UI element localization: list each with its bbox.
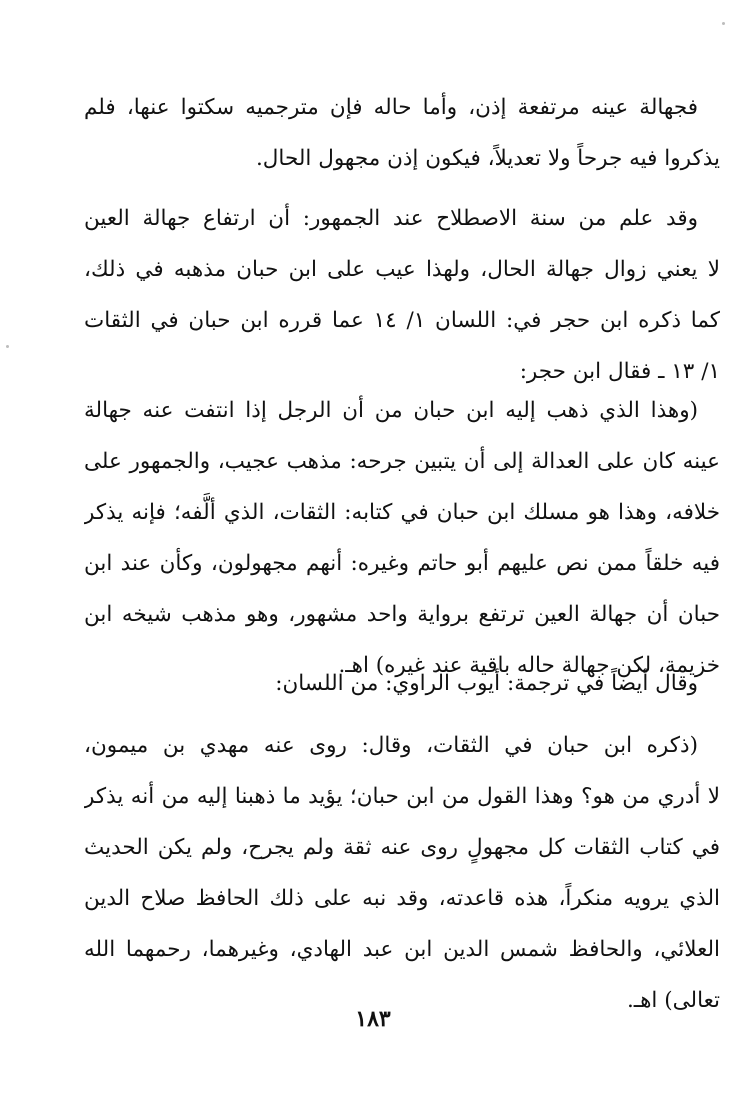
text-line: يذكروا فيه جرحاً ولا تعديلاً، فيكون إذن مجهول الحال. (255, 146, 720, 171)
text-line: فيه خلقاً ممن نص عليهم أبو حاتم وغيره: أنهم مجهولون، وكأن عند ابن (84, 551, 720, 576)
text-line: فجهالة عينه مرتفعة إذن، وأما حاله فإن مترجميه سكتوا عنها، فلم (84, 95, 698, 120)
text-line: حبان أن جهالة العين ترتفع برواية واحد مشهور، وهو مذهب شيخه ابن (84, 602, 720, 627)
text-line: (ذكره ابن حبان في الثقات، وقال: روى عنه مهدي بن ميمون، (84, 733, 698, 758)
text-line: تعالى) اهـ. (626, 988, 720, 1013)
text-line: كما ذكره ابن حجر في: اللسان ١/ ١٤ عما قرره ابن حبان في الثقات (84, 308, 720, 333)
paragraph-2 (84, 193, 720, 397)
quotation-1 (84, 385, 720, 691)
scan-dot-top-right (722, 22, 725, 25)
text-line: عينه كان على العدالة إلى أن يتبين جرحه: مذهب عجيب، والجمهور على (84, 449, 720, 474)
scan-dot-left (6, 345, 9, 348)
text-line: خلافه، وهذا هو مسلك ابن حبان في كتابه: الثقات، الذي ألَّفه؛ فإنه يذكر (84, 500, 720, 525)
text-line: الذي يرويه منكراً، هذه قاعدته، وقد نبه على ذلك الحافظ صلاح الدين (84, 886, 720, 911)
text-line: (وهذا الذي ذهب إليه ابن حبان من أن الرجل إذا انتفت عنه جهالة (84, 398, 698, 423)
paragraph-3 (84, 658, 720, 709)
paragraph-1 (84, 82, 720, 184)
text-line: لا يعني زوال جهالة الحال، ولهذا عيب على ابن حبان مذهبه في ذلك، (84, 257, 720, 282)
text-line: وقال أيضاً في ترجمة: أيوب الراوي: من اللسان: (275, 671, 698, 696)
page-number: ١٨٣ (355, 1006, 391, 1032)
text-line: لا أدري من هو؟ وهذا القول من ابن حبان؛ يؤيد ما ذهبنا إليه من أنه يذكر (84, 784, 720, 809)
quotation-2 (84, 720, 720, 1026)
text-line: وقد علم من سنة الاصطلاح عند الجمهور: أن ارتفاع جهالة العين (84, 206, 698, 231)
text-line: في كتاب الثقات كل مجهولٍ روى عنه ثقة ولم يجرح، ولم يكن الحديث (84, 835, 720, 860)
text-line: ١/ ١٣ ـ فقال ابن حجر: (519, 359, 720, 384)
text-line: خزيمة، لكن جهالة حاله باقية عند غيره) اهـ. (338, 653, 720, 678)
text-line: العلائي، والحافظ شمس الدين ابن عبد الهادي، وغيرهما، رحمهما الله (84, 937, 720, 962)
